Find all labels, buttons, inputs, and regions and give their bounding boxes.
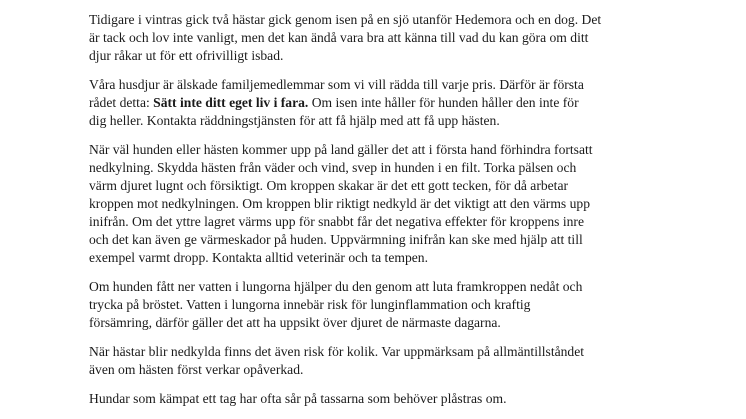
text-line: värm djuret lugnt och försiktigt. Om kroppen skakar är det ett gott tecken, för då arbetar [89,178,569,193]
text-line: inifrån. Om det yttre lagret värms upp för snabbt får det negativa effekter för kroppens inre [89,214,584,229]
text-line: och det kan även ge värmeskador på huden. Uppvärmning inifrån kan ske med hjälp att till [89,232,583,247]
text-line: dig heller. Kontakta räddningstjänsten för att få hjälp med att få upp hästen. [89,113,500,128]
emphasis-warning: Sätt inte ditt eget liv i fara. [153,95,309,110]
text-line: djur råkar ut för ett ofrivilligt isbad. [89,48,284,63]
text-line: När hästar blir nedkylda finns det även risk för kolik. Var uppmärksam på allmäntillståndet [89,344,585,359]
text-line: försämring, därför gäller det att ha uppsikt över djuret de närmaste dagarna. [89,315,501,330]
paragraph-hypothermia [89,141,669,267]
text-line: Tidigare i vintras gick två hästar gick genom isen på en sjö utanför Hedemora och en dog. Det [89,12,602,27]
text-segment: rådet detta: [89,95,154,110]
article-body [89,11,669,408]
paragraph-intro [89,11,669,65]
text-line [89,94,669,112]
paragraph-safety-advice [89,76,669,130]
paragraph-water-in-lungs [89,278,669,332]
paragraph-colic [89,343,669,379]
text-line: När väl hunden eller hästen kommer upp på land gäller det att i första hand förhindra fortsatt [89,142,593,157]
text-line: även om hästen först verkar opåverkad. [89,362,304,377]
text-line: Om hunden fått ner vatten i lungorna hjälper du den genom att luta framkroppen nedåt och [89,279,583,294]
text-line: är tack och lov inte vanligt, men det kan ändå vara bra att känna till vad du kan göra om ditt [89,30,589,45]
text-line: nedkylning. Skydda hästen från väder och vind, svep in hunden i en filt. Torka pälsen och [89,160,577,175]
text-line: kroppen mot nedkylningen. Om kroppen blir riktigt nedkyld är det viktigt att den värms upp [89,196,590,211]
text-line: Våra husdjur är älskade familjemedlemmar som vi vill rädda till varje pris. Därför är första [89,77,584,92]
text-segment: Om isen inte håller för hunden håller den inte för [308,95,579,110]
text-line: Hundar som kämpat ett tag har ofta sår på tassarna som behöver plåstras om. [89,391,507,406]
text-line: exempel varmt dropp. Kontakta alltid veterinär och ta tempen. [89,250,428,265]
text-line: trycka på bröstet. Vatten i lungorna innebär risk för lunginflammation och kraftig [89,297,531,312]
paragraph-paw-wounds [89,390,669,408]
